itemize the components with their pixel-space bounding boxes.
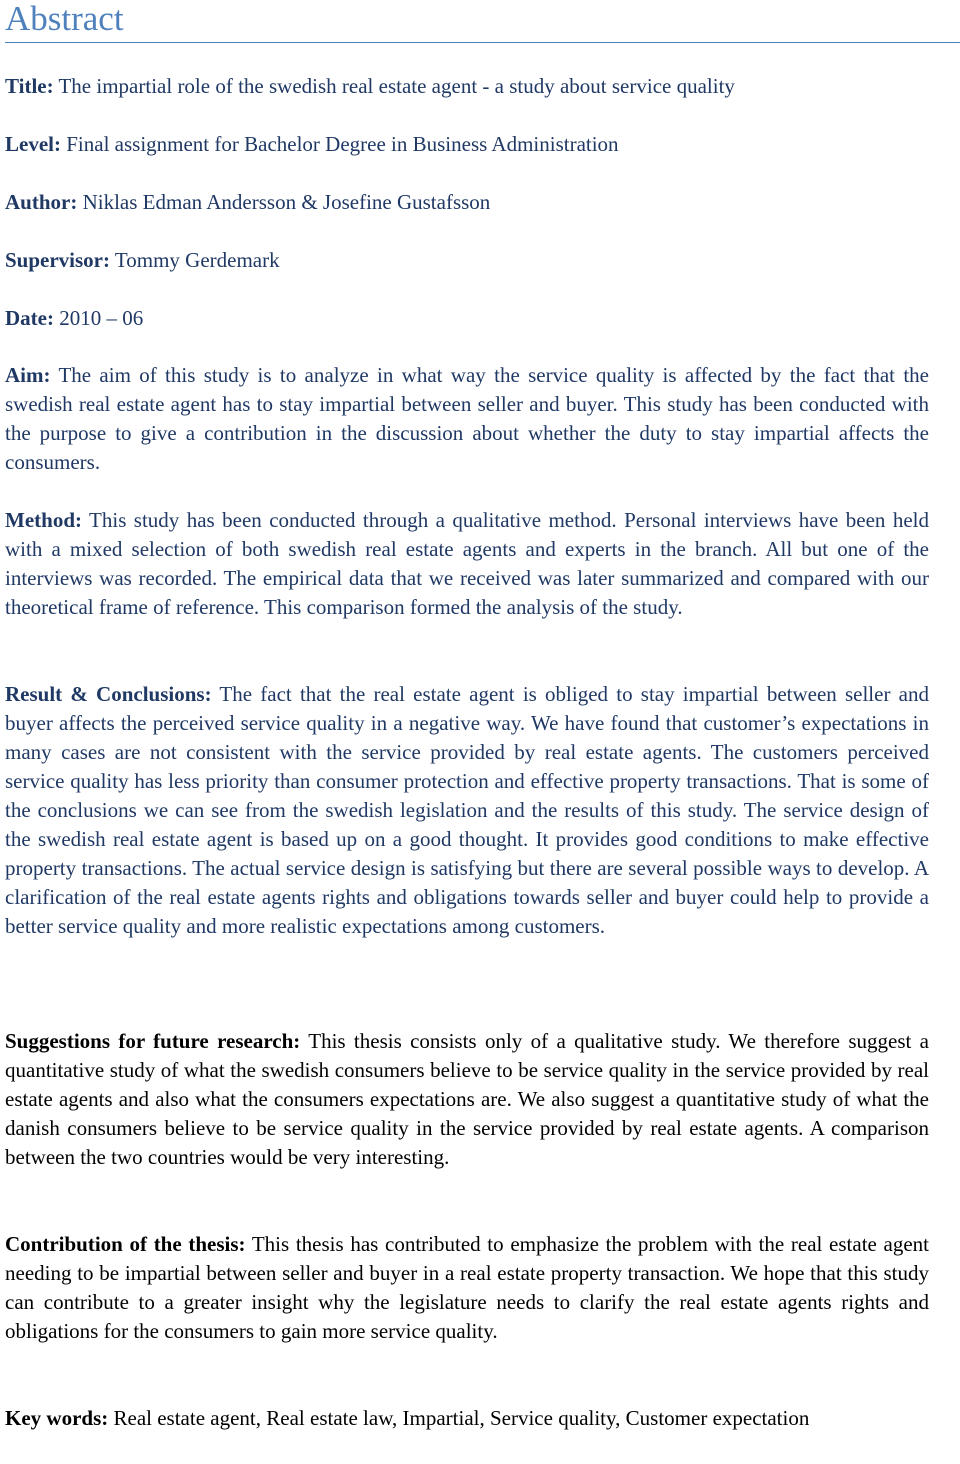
contribution-paragraph <box>5 1230 929 1346</box>
level-label: Level: <box>5 132 61 156</box>
keywords-text: Real estate agent, Real estate law, Impartial, Service quality, Customer expectation <box>113 1406 810 1430</box>
author-line <box>5 190 490 214</box>
results-label: Result & Conclusions: <box>5 682 212 706</box>
heading-rule <box>5 0 960 43</box>
page-title: Abstract <box>5 0 124 38</box>
author-label: Author: <box>5 190 78 214</box>
results-paragraph <box>5 680 929 941</box>
suggestions-paragraph <box>5 1027 929 1172</box>
aim-text: The aim of this study is to analyze in what way the service quality is affected by the fact that the swedish real estate agent has to stay impartial between seller and buyer. This study has been conducted with the purpose to give a contribution in the discussion about whether the duty to stay impartial affects the consumers. <box>5 363 929 474</box>
suggestions-text: This thesis consists only of a qualitative study. We therefore suggest a quantitative study of what the swedish consumers believe to be service quality in the service provided by real estate agents and also what the consumers expectations are. We also suggest a quantitative study of what the danish consumers believe to be service quality in the service provided by real estate agents. A comparison between the two countries would be very interesting. <box>5 1029 930 1169</box>
results-text: The fact that the real estate agent is obliged to stay impartial between seller and buyer affects the perceived service quality in a negative way. We have found that customer’s expectations in many cases are not consistent with the service provided by real estate agents. The customers perceived service quality has less priority than consumer protection and effective property transactions. That is some of the conclusions we can see from the swedish legislation and the results of this study. The service design of the swedish real estate agent is based up on a good thought. It provides good conditions to make effective property transactions. The actual service design is satisfying but there are several possible ways to develop. A clarification of the real estate agents rights and obligations towards seller and buyer could help to provide a better service quality and more realistic expectations among customers. <box>5 682 929 938</box>
date-label: Date: <box>5 306 54 330</box>
suggestions-label: Suggestions for future research: <box>5 1029 301 1053</box>
aim-paragraph <box>5 361 929 477</box>
supervisor-label: Supervisor: <box>5 248 110 272</box>
date-line <box>5 306 143 330</box>
method-text: This study has been conducted through a qualitative method. Personal interviews have been held with a mixed selection of both swedish real estate agents and experts in the branch. All but one of the interviews was recorded. The empirical data that we received was later summarized and compared with our theoretical frame of reference. This comparison formed the analysis of the study. <box>5 508 930 619</box>
contribution-text: This thesis has contributed to emphasize the problem with the real estate agent needing to be impartial between seller and buyer in a real estate property transaction. We hope that this study can contribute to a greater insight why the legislature needs to clarify the real estate agents rights and obligations for the consumers to gain more service quality. <box>5 1232 930 1343</box>
aim-label: Aim: <box>5 363 51 387</box>
date-text: 2010 – 06 <box>59 306 144 330</box>
level-text: Final assignment for Bachelor Degree in Business Administration <box>66 132 619 156</box>
keywords-paragraph <box>5 1404 929 1433</box>
title-text: The impartial role of the swedish real estate agent - a study about service quality <box>58 74 735 98</box>
method-paragraph <box>5 506 929 622</box>
level-line <box>5 132 619 156</box>
method-label: Method: <box>5 508 82 532</box>
supervisor-line <box>5 248 280 272</box>
title-label: Title: <box>5 74 54 98</box>
contribution-label: Contribution of the thesis: <box>5 1232 246 1256</box>
keywords-label: Key words: <box>5 1406 109 1430</box>
supervisor-text: Tommy Gerdemark <box>114 248 280 272</box>
author-text: Niklas Edman Andersson & Josefine Gustafsson <box>82 190 491 214</box>
title-line <box>5 74 735 98</box>
